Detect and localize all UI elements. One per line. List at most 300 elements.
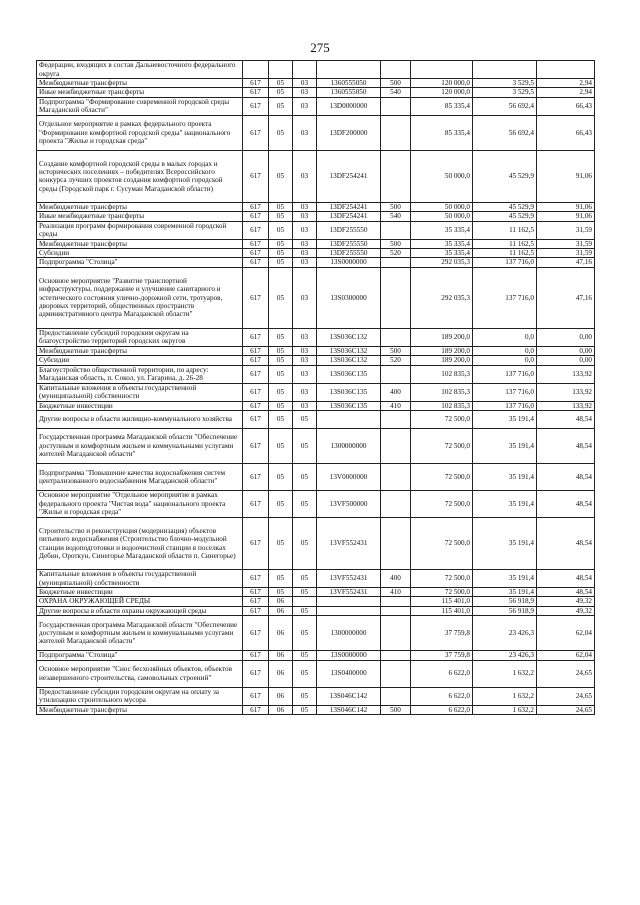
row-subsection-code: 03	[293, 328, 317, 346]
row-name: Капитальные вложения в объекты государственной (муниципальной) собственности	[37, 570, 243, 588]
row-percent: 66,43	[537, 115, 595, 150]
row-section-code: 05	[269, 150, 293, 202]
row-expense-type	[381, 597, 411, 606]
row-plan-amount: 189 200,0	[411, 346, 473, 355]
row-fact-amount: 45 529,9	[473, 202, 537, 211]
row-ministry-code: 617	[243, 429, 269, 464]
row-ministry-code: 617	[243, 356, 269, 365]
row-section-code: 06	[269, 616, 293, 651]
row-subsection-code	[293, 61, 317, 79]
row-subsection-code: 03	[293, 115, 317, 150]
row-plan-amount: 35 335,4	[411, 221, 473, 239]
row-percent: 48,54	[537, 491, 595, 518]
row-percent: 47,16	[537, 267, 595, 328]
row-subsection-code: 03	[293, 202, 317, 211]
row-percent: 133,92	[537, 365, 595, 383]
row-target-article: 13DF255550	[317, 239, 381, 248]
row-ministry-code: 617	[243, 687, 269, 705]
row-subsection-code: 03	[293, 365, 317, 383]
table-row	[37, 239, 595, 248]
row-fact-amount: 56 918,9	[473, 606, 537, 615]
row-section-code: 05	[269, 249, 293, 258]
row-section-code: 05	[269, 221, 293, 239]
row-subsection-code: 05	[293, 518, 317, 570]
row-percent: 31,59	[537, 249, 595, 258]
row-section-code: 05	[269, 328, 293, 346]
row-name: Межбюджетные трансферты	[37, 202, 243, 211]
row-subsection-code: 05	[293, 616, 317, 651]
row-percent: 49,32	[537, 597, 595, 606]
row-plan-amount: 115 401,0	[411, 597, 473, 606]
row-expense-type: 410	[381, 588, 411, 597]
row-fact-amount: 56 918,9	[473, 597, 537, 606]
row-ministry-code: 617	[243, 212, 269, 221]
row-fact-amount: 35 191,4	[473, 570, 537, 588]
row-subsection-code: 05	[293, 660, 317, 687]
row-name: Подпрограмма "Формирование современной городской среды Магаданской области"	[37, 97, 243, 115]
row-section-code: 05	[269, 464, 293, 491]
row-section-code: 05	[269, 411, 293, 429]
row-section-code: 05	[269, 97, 293, 115]
row-expense-type: 500	[381, 202, 411, 211]
row-section-code: 05	[269, 202, 293, 211]
row-ministry-code: 617	[243, 88, 269, 97]
table-row	[37, 61, 595, 79]
row-section-code: 05	[269, 429, 293, 464]
row-section-code: 06	[269, 606, 293, 615]
row-ministry-code: 617	[243, 464, 269, 491]
row-fact-amount: 35 191,4	[473, 518, 537, 570]
row-percent: 66,43	[537, 97, 595, 115]
row-section-code: 05	[269, 401, 293, 410]
row-ministry-code: 617	[243, 660, 269, 687]
row-section-code: 05	[269, 115, 293, 150]
row-plan-amount: 115 401,0	[411, 606, 473, 615]
table-row	[37, 616, 595, 651]
table-row	[37, 365, 595, 383]
row-subsection-code: 05	[293, 588, 317, 597]
row-expense-type: 500	[381, 79, 411, 88]
row-expense-type: 400	[381, 570, 411, 588]
row-fact-amount: 3 529,5	[473, 79, 537, 88]
row-subsection-code: 03	[293, 258, 317, 267]
table-row	[37, 518, 595, 570]
row-percent: 48,54	[537, 464, 595, 491]
row-plan-amount: 72 500,0	[411, 518, 473, 570]
row-subsection-code: 05	[293, 491, 317, 518]
row-target-article: 13V0000000	[317, 464, 381, 491]
row-plan-amount: 102 835,3	[411, 401, 473, 410]
row-plan-amount: 35 335,4	[411, 249, 473, 258]
row-section-code: 05	[269, 88, 293, 97]
row-fact-amount: 35 191,4	[473, 429, 537, 464]
row-name: ОХРАНА ОКРУЖАЮЩЕЙ СРЕДЫ	[37, 597, 243, 606]
row-subsection-code: 05	[293, 606, 317, 615]
row-percent: 48,54	[537, 429, 595, 464]
row-section-code: 06	[269, 705, 293, 714]
row-fact-amount: 35 191,4	[473, 464, 537, 491]
row-expense-type: 410	[381, 401, 411, 410]
row-fact-amount: 0,0	[473, 356, 537, 365]
row-ministry-code: 617	[243, 239, 269, 248]
row-expense-type: 500	[381, 346, 411, 355]
row-percent: 48,54	[537, 570, 595, 588]
table-row	[37, 687, 595, 705]
row-percent: 0,00	[537, 356, 595, 365]
row-subsection-code: 05	[293, 705, 317, 714]
row-ministry-code: 617	[243, 365, 269, 383]
row-name: Межбюджетные трансферты	[37, 239, 243, 248]
page-number: 275	[310, 40, 330, 55]
row-fact-amount: 11 162,5	[473, 249, 537, 258]
row-plan-amount: 189 200,0	[411, 356, 473, 365]
table-row	[37, 464, 595, 491]
table-row	[37, 202, 595, 211]
row-subsection-code: 03	[293, 79, 317, 88]
row-target-article: 13VF552431	[317, 588, 381, 597]
row-expense-type	[381, 365, 411, 383]
row-section-code: 05	[269, 491, 293, 518]
row-plan-amount: 102 835,3	[411, 383, 473, 401]
row-percent: 0,00	[537, 328, 595, 346]
row-plan-amount: 72 500,0	[411, 570, 473, 588]
row-fact-amount: 1 632,2	[473, 705, 537, 714]
row-section-code: 05	[269, 518, 293, 570]
row-subsection-code: 05	[293, 429, 317, 464]
row-name: Государственная программа Магаданской области "Обеспечение доступным и комфортным жильем и коммунальными услугами жителей Магаданской области"	[37, 616, 243, 651]
table-row	[37, 97, 595, 115]
row-target-article: 13S046C142	[317, 705, 381, 714]
row-name: Подпрограмма "Столица"	[37, 258, 243, 267]
row-percent: 133,92	[537, 383, 595, 401]
row-section-code: 05	[269, 212, 293, 221]
row-fact-amount: 0,0	[473, 346, 537, 355]
table-row	[37, 258, 595, 267]
row-target-article: 1360555050	[317, 79, 381, 88]
row-subsection-code: 03	[293, 212, 317, 221]
row-target-article: 13S036C132	[317, 328, 381, 346]
row-expense-type	[381, 464, 411, 491]
row-target-article	[317, 606, 381, 615]
row-ministry-code: 617	[243, 249, 269, 258]
row-expense-type	[381, 328, 411, 346]
table-row	[37, 660, 595, 687]
row-plan-amount: 85 335,4	[411, 115, 473, 150]
row-target-article: 13S0000000	[317, 651, 381, 660]
row-fact-amount: 0,0	[473, 328, 537, 346]
row-target-article: 13DF200000	[317, 115, 381, 150]
row-fact-amount: 11 162,5	[473, 239, 537, 248]
row-percent: 2,94	[537, 79, 595, 88]
row-ministry-code: 617	[243, 267, 269, 328]
row-expense-type	[381, 518, 411, 570]
row-section-code: 06	[269, 687, 293, 705]
row-name: Бюджетные инвестиции	[37, 401, 243, 410]
row-fact-amount: 137 716,0	[473, 365, 537, 383]
row-name: Основное мероприятие "Отдельное мероприятие в рамках федерального проекта "Чистая вода" национального проекта "Жилье и городская среда"	[37, 491, 243, 518]
row-ministry-code: 617	[243, 202, 269, 211]
row-target-article: 13DF254241	[317, 150, 381, 202]
row-target-article: 13S036C135	[317, 401, 381, 410]
row-fact-amount: 23 426,3	[473, 651, 537, 660]
row-section-code: 05	[269, 383, 293, 401]
row-plan-amount: 72 500,0	[411, 491, 473, 518]
row-fact-amount: 45 529,9	[473, 212, 537, 221]
row-ministry-code	[243, 61, 269, 79]
row-plan-amount: 50 000,0	[411, 150, 473, 202]
row-target-article: 1300000000	[317, 429, 381, 464]
row-target-article: 13DF254241	[317, 202, 381, 211]
row-subsection-code: 03	[293, 221, 317, 239]
row-target-article: 13VF552431	[317, 518, 381, 570]
row-name: Межбюджетные трансферты	[37, 79, 243, 88]
row-percent: 49,32	[537, 606, 595, 615]
row-section-code: 05	[269, 258, 293, 267]
row-plan-amount: 50 000,0	[411, 202, 473, 211]
row-plan-amount: 102 835,3	[411, 365, 473, 383]
row-target-article: 13S046C142	[317, 687, 381, 705]
row-plan-amount: 72 500,0	[411, 588, 473, 597]
row-target-article: 1300000000	[317, 616, 381, 651]
row-plan-amount: 50 000,0	[411, 212, 473, 221]
row-subsection-code: 03	[293, 346, 317, 355]
table-row	[37, 356, 595, 365]
row-fact-amount: 35 191,4	[473, 491, 537, 518]
row-plan-amount: 85 335,4	[411, 97, 473, 115]
row-name: Бюджетные инвестиции	[37, 588, 243, 597]
row-subsection-code: 03	[293, 88, 317, 97]
row-name: Благоустройство общественной территории, по адресу: Магаданская область, п. Сокол, ул. Гагарина, д. 26-28	[37, 365, 243, 383]
row-fact-amount: 56 692,4	[473, 97, 537, 115]
row-ministry-code: 617	[243, 491, 269, 518]
row-percent: 48,54	[537, 518, 595, 570]
row-ministry-code: 617	[243, 411, 269, 429]
row-expense-type	[381, 267, 411, 328]
row-ministry-code: 617	[243, 705, 269, 714]
row-expense-type: 540	[381, 212, 411, 221]
row-ministry-code: 617	[243, 401, 269, 410]
row-target-article: 13DF255550	[317, 221, 381, 239]
row-section-code: 05	[269, 356, 293, 365]
row-name: Подпрограмма "Повышение качества водоснабжения систем централизованного водоснабжения Магаданской области"	[37, 464, 243, 491]
row-expense-type	[381, 651, 411, 660]
row-fact-amount: 11 162,5	[473, 221, 537, 239]
row-name: Предоставление субсидии городским округам на оплату за утилизацию строительного мусора	[37, 687, 243, 705]
table-row	[37, 383, 595, 401]
table-row	[37, 491, 595, 518]
table-row	[37, 570, 595, 588]
row-name: Федерации, входящих в состав Дальневосточного федерального округа	[37, 61, 243, 79]
row-section-code: 05	[269, 346, 293, 355]
row-percent: 48,54	[537, 588, 595, 597]
row-name: Другие вопросы в области жилищно-коммунального хозяйства	[37, 411, 243, 429]
row-fact-amount: 137 716,0	[473, 383, 537, 401]
row-ministry-code: 617	[243, 616, 269, 651]
row-ministry-code: 617	[243, 606, 269, 615]
row-fact-amount: 45 529,9	[473, 150, 537, 202]
row-name: Иные межбюджетные трансферты	[37, 88, 243, 97]
table-row	[37, 88, 595, 97]
row-target-article: 13S036C132	[317, 356, 381, 365]
row-expense-type	[381, 221, 411, 239]
row-fact-amount: 1 632,2	[473, 687, 537, 705]
row-section-code: 06	[269, 660, 293, 687]
row-section-code: 06	[269, 597, 293, 606]
row-ministry-code: 617	[243, 346, 269, 355]
row-plan-amount: 189 200,0	[411, 328, 473, 346]
row-ministry-code: 617	[243, 258, 269, 267]
row-fact-amount: 137 716,0	[473, 267, 537, 328]
row-subsection-code: 03	[293, 401, 317, 410]
row-subsection-code: 03	[293, 97, 317, 115]
table-row	[37, 221, 595, 239]
row-percent: 31,59	[537, 221, 595, 239]
row-plan-amount: 37 759,8	[411, 651, 473, 660]
row-name: Предоставление субсидий городским округам на благоустройство территорий городских округов	[37, 328, 243, 346]
table-row	[37, 150, 595, 202]
row-target-article: 13S0300000	[317, 267, 381, 328]
row-plan-amount: 72 500,0	[411, 429, 473, 464]
row-target-article: 13S036C135	[317, 365, 381, 383]
row-plan-amount: 72 500,0	[411, 411, 473, 429]
row-section-code: 05	[269, 570, 293, 588]
row-percent: 47,16	[537, 258, 595, 267]
row-ministry-code: 617	[243, 97, 269, 115]
row-ministry-code: 617	[243, 79, 269, 88]
row-percent	[537, 61, 595, 79]
row-target-article: 13S036C132	[317, 346, 381, 355]
table-row	[37, 606, 595, 615]
row-target-article	[317, 61, 381, 79]
row-target-article: 13VF500000	[317, 491, 381, 518]
row-target-article	[317, 411, 381, 429]
row-expense-type: 520	[381, 249, 411, 258]
table-row	[37, 597, 595, 606]
row-percent: 91,06	[537, 202, 595, 211]
row-name: Основное мероприятие "Развитие транспортной инфраструктуры, поддержание и улучшение санитарного и эстетического состояния улично-дорожной сети, тротуаров, дворовых территорий, общественных пространств административного центра Магаданской области"	[37, 267, 243, 328]
row-name: Создание комфортной городской среды в малых городах и исторических поселениях – победителях Всероссийского конкурса лучших проектов создания комфортной городской среды (Городской парк г. Сусуман Магаданской области)	[37, 150, 243, 202]
row-expense-type: 500	[381, 705, 411, 714]
row-expense-type: 400	[381, 383, 411, 401]
row-fact-amount: 1 632,2	[473, 660, 537, 687]
row-percent: 91,06	[537, 150, 595, 202]
row-subsection-code: 05	[293, 464, 317, 491]
row-expense-type	[381, 258, 411, 267]
table-row	[37, 115, 595, 150]
row-ministry-code: 617	[243, 383, 269, 401]
row-section-code: 05	[269, 365, 293, 383]
row-target-article: 13S0400000	[317, 660, 381, 687]
row-percent: 62,04	[537, 651, 595, 660]
table-row	[37, 346, 595, 355]
row-subsection-code: 03	[293, 383, 317, 401]
row-target-article: 13DF254241	[317, 212, 381, 221]
row-subsection-code: 05	[293, 651, 317, 660]
row-name: Другие вопросы в области охраны окружающей среды	[37, 606, 243, 615]
row-percent: 48,54	[537, 411, 595, 429]
row-subsection-code: 05	[293, 687, 317, 705]
table-row	[37, 267, 595, 328]
row-expense-type	[381, 115, 411, 150]
table-row	[37, 429, 595, 464]
row-section-code	[269, 61, 293, 79]
row-percent: 24,65	[537, 660, 595, 687]
row-percent: 2,94	[537, 88, 595, 97]
row-name: Субсидии	[37, 356, 243, 365]
row-fact-amount	[473, 61, 537, 79]
row-target-article: 13VF552431	[317, 570, 381, 588]
row-subsection-code: 03	[293, 356, 317, 365]
table-row	[37, 328, 595, 346]
row-plan-amount: 6 622,0	[411, 687, 473, 705]
table-row	[37, 212, 595, 221]
row-ministry-code: 617	[243, 328, 269, 346]
row-expense-type	[381, 411, 411, 429]
table-row	[37, 249, 595, 258]
table-row	[37, 401, 595, 410]
row-target-article: 13S036C135	[317, 383, 381, 401]
row-ministry-code: 617	[243, 651, 269, 660]
row-expense-type: 520	[381, 356, 411, 365]
row-plan-amount: 292 035,3	[411, 258, 473, 267]
row-target-article: 13S0000000	[317, 258, 381, 267]
row-expense-type	[381, 606, 411, 615]
row-plan-amount: 120 000,0	[411, 79, 473, 88]
row-percent: 62,04	[537, 616, 595, 651]
row-ministry-code: 617	[243, 150, 269, 202]
row-name: Капитальные вложения в объекты государственной (муниципальной) собственности	[37, 383, 243, 401]
row-ministry-code: 617	[243, 570, 269, 588]
row-plan-amount: 6 622,0	[411, 705, 473, 714]
row-expense-type	[381, 660, 411, 687]
row-name: Реализация программ формирования современной городской среды	[37, 221, 243, 239]
budget-table	[36, 60, 595, 715]
row-section-code: 05	[269, 239, 293, 248]
row-subsection-code	[293, 597, 317, 606]
row-subsection-code: 05	[293, 411, 317, 429]
row-section-code: 05	[269, 267, 293, 328]
table-row	[37, 651, 595, 660]
row-fact-amount: 3 529,5	[473, 88, 537, 97]
row-name: Строительство и реконструкция (модернизация) объектов питьевого водоснабжения (Строительство блочно-модульной станции водоподготовки и водоочистной станции в поселках Дебин, Ороткун, Синегорье Магаданской области п. Синегорье)	[37, 518, 243, 570]
row-expense-type	[381, 97, 411, 115]
row-percent: 133,92	[537, 401, 595, 410]
row-name: Государственная программа Магаданской области "Обеспечение доступным и комфортным жильем и коммунальными услугами жителей Магаданской области"	[37, 429, 243, 464]
row-target-article: 13D0000000	[317, 97, 381, 115]
row-section-code: 05	[269, 588, 293, 597]
row-ministry-code: 617	[243, 518, 269, 570]
row-expense-type: 500	[381, 239, 411, 248]
row-subsection-code: 03	[293, 249, 317, 258]
row-expense-type: 540	[381, 88, 411, 97]
row-percent: 0,00	[537, 346, 595, 355]
row-expense-type	[381, 616, 411, 651]
row-fact-amount: 23 426,3	[473, 616, 537, 651]
table-row	[37, 588, 595, 597]
row-ministry-code: 617	[243, 115, 269, 150]
row-name: Межбюджетные трансферты	[37, 346, 243, 355]
table-row	[37, 79, 595, 88]
row-section-code: 05	[269, 79, 293, 88]
row-plan-amount: 37 759,8	[411, 616, 473, 651]
row-name: Субсидии	[37, 249, 243, 258]
row-subsection-code: 05	[293, 570, 317, 588]
row-subsection-code: 03	[293, 239, 317, 248]
row-ministry-code: 617	[243, 597, 269, 606]
row-plan-amount: 6 622,0	[411, 660, 473, 687]
row-plan-amount: 292 035,3	[411, 267, 473, 328]
row-percent: 91,06	[537, 212, 595, 221]
